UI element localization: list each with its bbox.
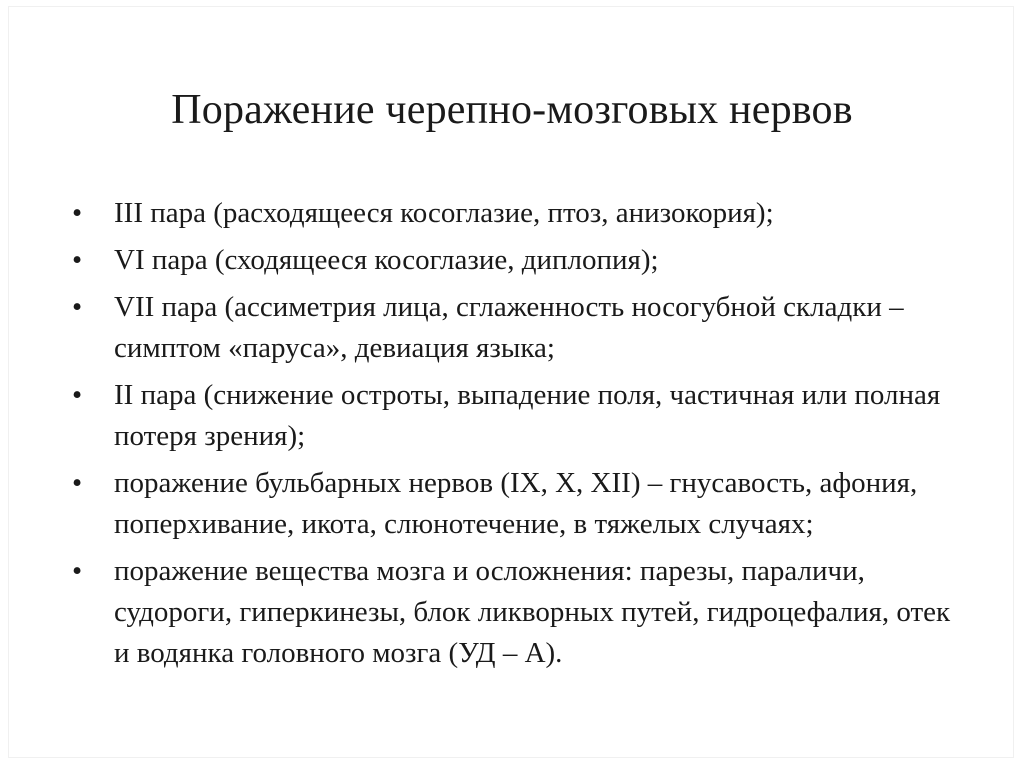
bullet-icon: •: [72, 197, 83, 229]
list-item-text: поражение бульбарных нервов (IX, X, XII) – гнусавость, афония, поперхивание, икота, слюнотечение, в тяжелых случаях;: [114, 467, 918, 540]
list-item: [72, 375, 952, 457]
bullet-icon: •: [72, 291, 83, 323]
list-item: [72, 463, 952, 545]
list-item-text: III пара (расходящееся косоглазие, птоз, анизокория);: [114, 197, 774, 229]
bullet-icon: •: [72, 379, 83, 411]
list-item: [72, 240, 952, 281]
list-item-text: II пара (снижение остроты, выпадение поля, частичная или полная потеря зрения);: [114, 379, 941, 452]
bullet-list: [72, 193, 952, 680]
list-item-text: VII пара (ассиметрия лица, сглаженность носогубной складки – симптом «паруса», девиация языка;: [114, 291, 904, 364]
slide-title: Поражение черепно-мозговых нервов: [171, 87, 853, 133]
list-item-text: VI пара (сходящееся косоглазие, диплопия);: [114, 244, 659, 276]
bullet-icon: •: [72, 555, 83, 587]
list-item-text: поражение вещества мозга и осложнения: парезы, параличи, судороги, гиперкинезы, блок ликворных путей, гидроцефалия, отек и водянка головного мозга (УД – А).: [114, 555, 951, 669]
bullet-icon: •: [72, 244, 83, 276]
bullet-icon: •: [72, 467, 83, 499]
list-item: [72, 193, 952, 234]
list-item: [72, 287, 952, 369]
list-item: [72, 551, 952, 674]
